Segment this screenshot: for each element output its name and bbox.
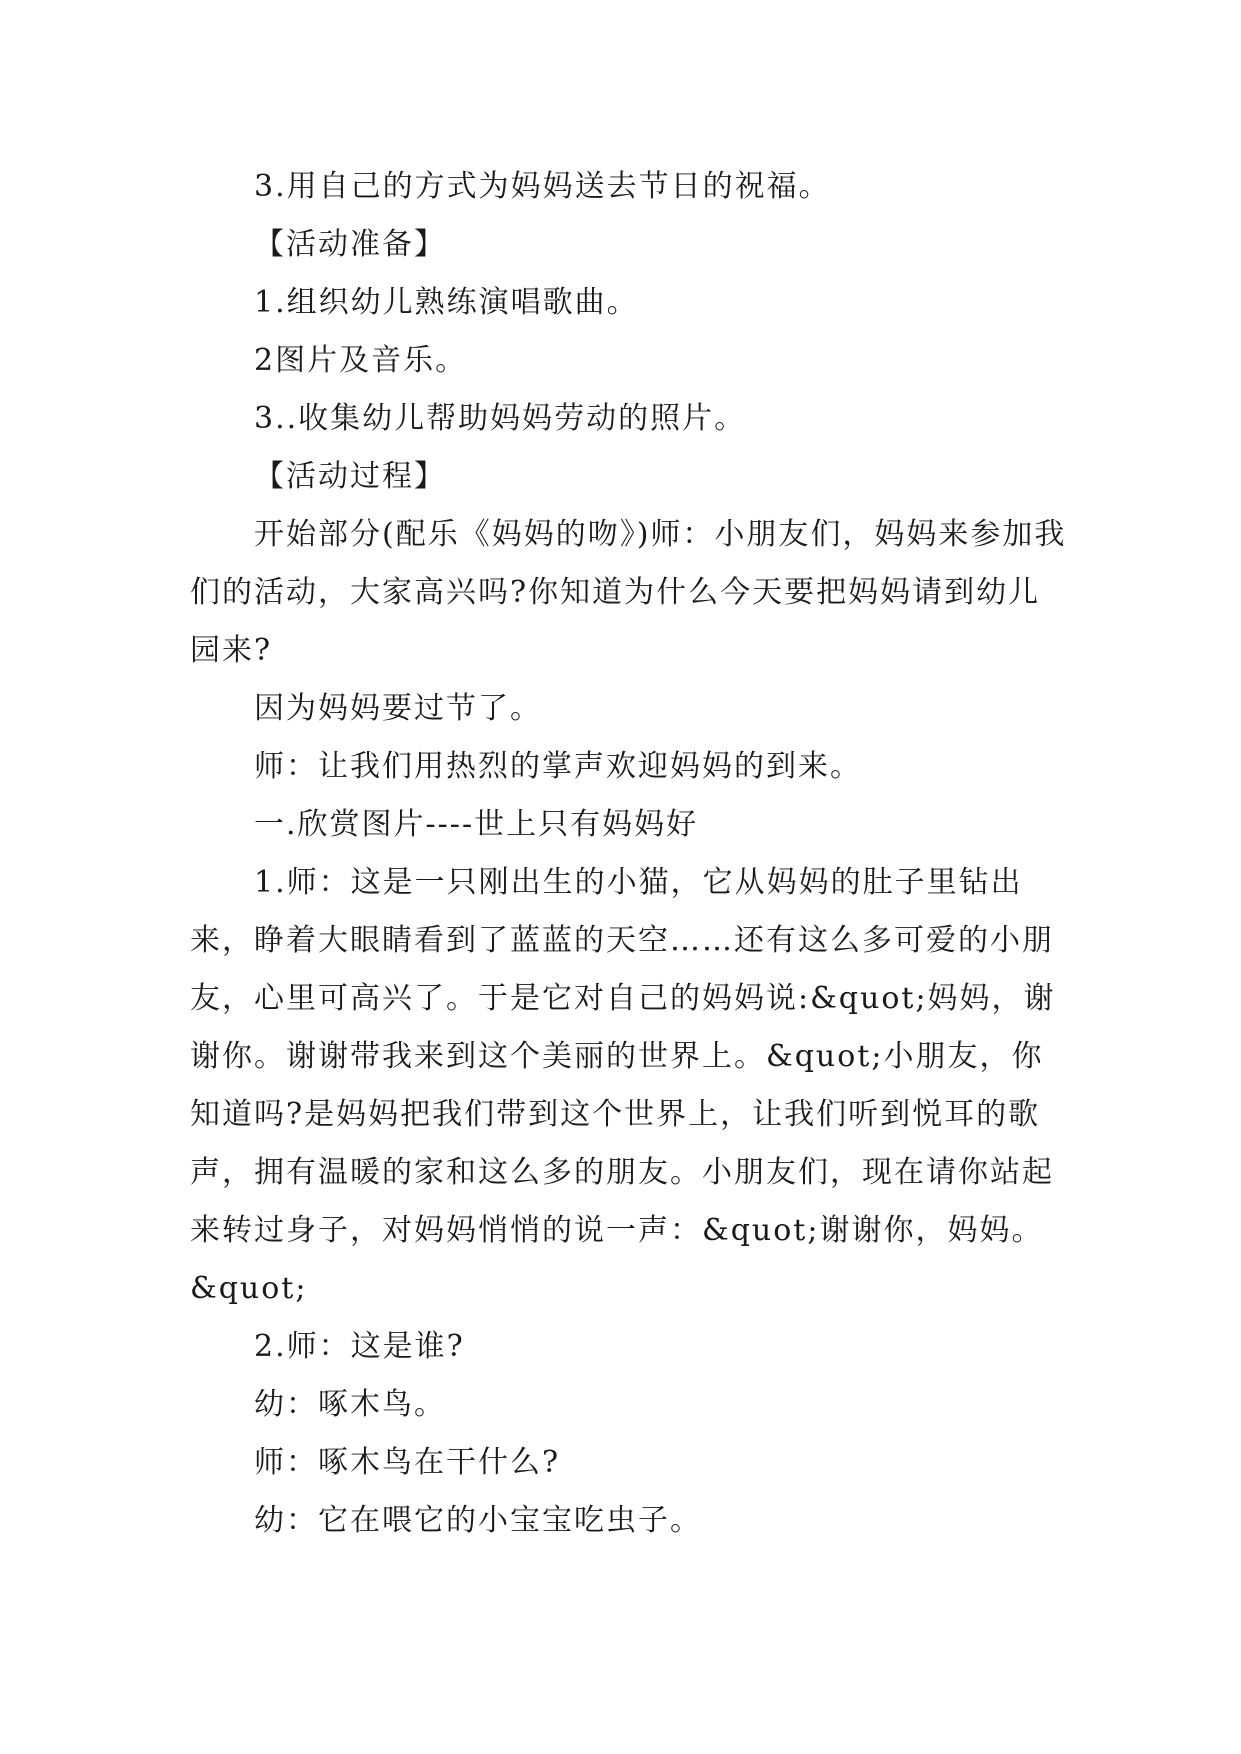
paragraph-opening: 开始部分(配乐《妈妈的吻》)师：小朋友们，妈妈来参加我们的活动，大家高兴吗?你知道为什么今天要把妈妈请到幼儿园来? (190, 517, 1067, 668)
paragraph-prep-3: 3..收集幼儿帮助妈妈劳动的照片。 (254, 401, 747, 436)
paragraph-answer-feeding: 幼：它在喂它的小宝宝吃虫子。 (254, 1503, 702, 1538)
paragraph-question-who: 2.师：这是谁? (254, 1329, 465, 1364)
section-heading-process: 【活动过程】 (254, 459, 446, 494)
paragraph-reason: 因为妈妈要过节了。 (254, 691, 542, 726)
document-body (190, 158, 1070, 1550)
section-heading-pictures: 一.欣赏图片----世上只有妈妈好 (254, 807, 699, 842)
paragraph-answer-woodpecker: 幼：啄木鸟。 (254, 1387, 446, 1422)
paragraph-question-doing: 师：啄木鸟在干什么? (254, 1445, 561, 1480)
paragraph-prep-1: 1.组织幼儿熟练演唱歌曲。 (254, 285, 639, 320)
paragraph-prep-2: 2图片及音乐。 (254, 343, 468, 378)
paragraph-welcome: 师：让我们用热烈的掌声欢迎妈妈的到来。 (254, 749, 862, 784)
section-heading-preparation: 【活动准备】 (254, 227, 446, 262)
paragraph-kitten-story: 1.师：这是一只刚出生的小猫，它从妈妈的肚子里钻出来，睁着大眼睛看到了蓝蓝的天空……还有这么多可爱的小朋友，心里可高兴了。于是它对自己的妈妈说:&quot;妈妈，谢谢你。谢谢带我来到这个美丽的世界上。&quot;小朋友，你知道吗?是妈妈把我们带到这个世界上，让我们听到悦耳的歌声，拥有温暖的家和这么多的朋友。小朋友们，现在请你站起来转过身子，对妈妈悄悄的说一声：&quot;谢谢你，妈妈。&quot; (190, 865, 1056, 1306)
paragraph-goal-3: 3.用自己的方式为妈妈送去节日的祝福。 (254, 169, 831, 204)
